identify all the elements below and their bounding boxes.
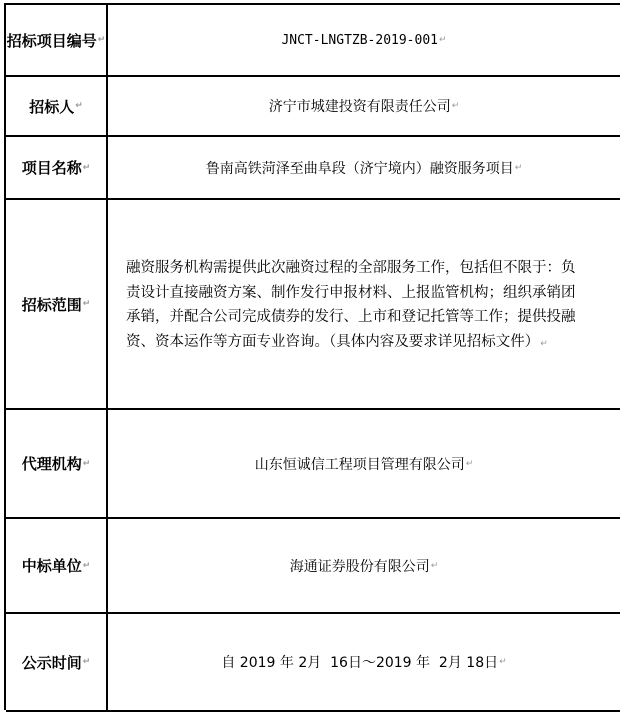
value-project-name: 鲁南高铁菏泽至曲阜段（济宁境内）融资服务项目 [205,160,514,177]
value-agency: 山东恒诚信工程项目管理有限公司 [254,456,465,473]
paragraph-mark-icon: ↵ [451,101,460,111]
row-scope [6,200,620,410]
label-cell [6,200,108,408]
paragraph-mark-icon: ↵ [499,657,507,667]
value-winner: 海通证券股份有限公司 [289,558,430,575]
label-cell [6,519,108,612]
row-project-name [6,137,620,200]
paragraph-mark-icon: ↵ [465,458,474,469]
paragraph-mark-icon: ↵ [82,299,91,309]
value-cell [108,5,620,75]
label-cell [6,77,108,135]
paragraph-mark-icon: ↵ [82,162,91,173]
value-project-number: JNCT-LNGTZB-2019-001 [281,32,438,48]
row-tenderer [6,77,620,137]
row-publicity-period [6,614,620,712]
paragraph-mark-icon: ↵ [75,101,83,111]
value-tenderer: 济宁市城建投资有限责任公司 [268,99,451,115]
label-cell [6,614,108,710]
paragraph-mark-icon: ↵ [97,35,106,45]
paragraph-mark-icon: ↵ [430,560,439,571]
paragraph-mark-icon: ↵ [82,458,91,469]
label-tenderer: 招标人 [29,97,75,116]
scope-line: 承销，并配合公司完成债券的发行、上市和登记托管等工作；提供投融 [126,309,576,325]
paragraph-mark-icon: ↵ [514,162,523,173]
value-cell [108,614,620,710]
label-winner: 中标单位 [21,557,82,575]
bid-info-table [4,3,620,710]
paragraph-mark-icon: ↵ [82,657,91,667]
label-scope: 招标范围 [21,295,82,314]
label-agency: 代理机构 [21,455,82,473]
label-cell [6,410,108,517]
scope-line: 资、资本运作等方面专业咨询。（具体内容及要求详见招标文件） [126,333,540,350]
scope-line: 融资服务机构需提供此次融资过程的全部服务工作，包括但不限于：负 [126,260,576,276]
label-publicity-period: 公示时间 [21,653,82,672]
value-cell [108,77,620,135]
value-cell [108,410,620,517]
label-project-number: 招标项目编号 [6,31,97,50]
paragraph-mark-icon: ↵ [439,35,447,45]
value-cell [108,519,620,612]
label-cell [6,5,108,75]
row-winner [6,519,620,614]
paragraph-mark-icon: ↵ [82,560,91,571]
scope-line: 责设计直接融资方案、制作发行申报材料、上报监管机构；组织承销团 [126,284,576,301]
paragraph-mark-icon: ↵ [540,338,548,349]
row-agency [6,410,620,519]
row-project-number [6,5,620,77]
value-cell [108,137,620,198]
value-publicity-period: 自 2019 年 2月 16日～2019 年 2月 18日 [221,655,499,671]
value-scope [126,256,620,356]
label-project-name: 项目名称 [21,159,82,177]
label-cell [6,137,108,198]
